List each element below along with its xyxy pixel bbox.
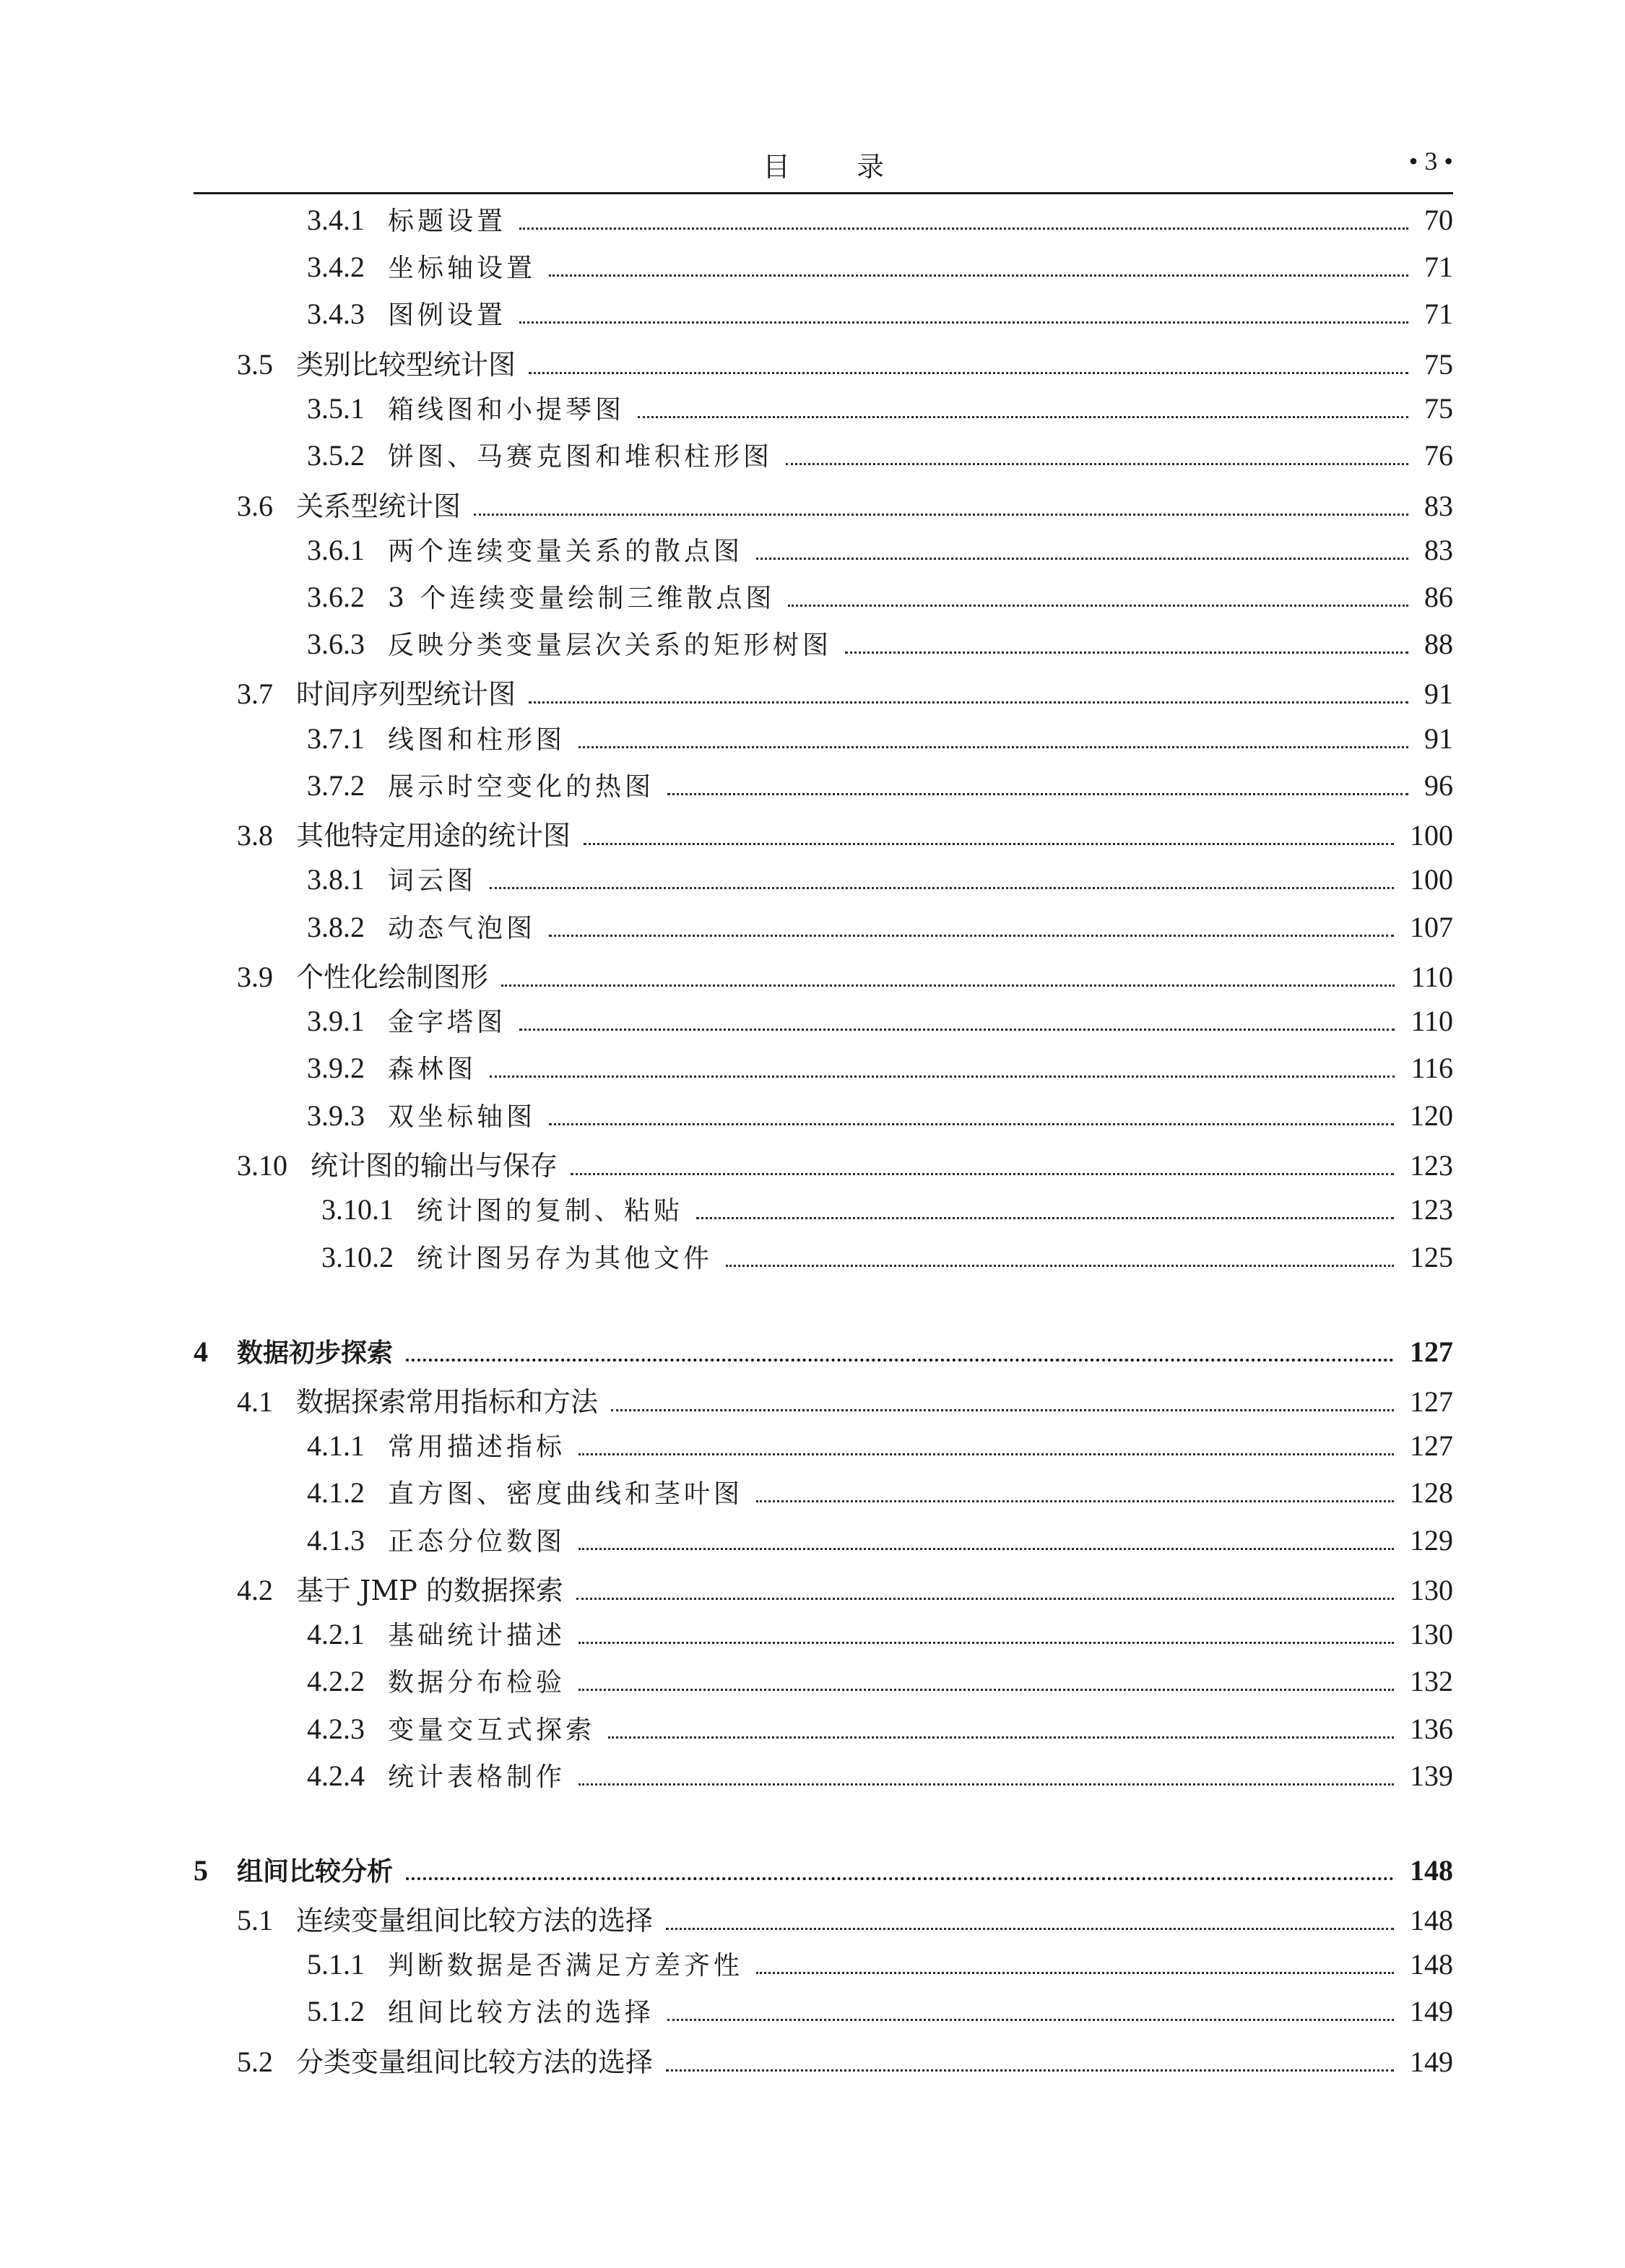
toc-entry-number: 3.8.1: [307, 863, 365, 896]
toc-entry-number: 3.5: [237, 348, 273, 381]
toc-entry-number: 5.1.1: [307, 1948, 365, 1981]
toc-entry-title: 图例设置: [388, 300, 507, 330]
toc-entry-page: 110: [1410, 1005, 1453, 1037]
toc-entry: [307, 389, 1453, 433]
dot-leader: [571, 1172, 1394, 1175]
toc-entry-title: 展示时空变化的热图: [388, 772, 655, 802]
toc-entry-title: 基础统计描述: [388, 1621, 566, 1650]
toc-entry-page: 127: [1410, 1336, 1453, 1368]
dot-leader: [638, 415, 1408, 418]
toc-entry-page: 110: [1410, 961, 1453, 993]
toc-entry-number: 3.9.3: [307, 1099, 365, 1132]
dot-leader: [578, 1783, 1394, 1786]
dot-leader: [406, 1358, 1394, 1362]
toc-entry: [307, 201, 1453, 244]
toc-entry-number: 4.2.4: [307, 1760, 365, 1792]
toc-entry-page: 120: [1410, 1099, 1453, 1132]
page-header: [194, 142, 1453, 194]
dot-leader: [696, 1216, 1394, 1219]
toc-entry: [321, 1190, 1453, 1234]
toc-entry-title: 森林图: [388, 1055, 477, 1084]
toc-entry: [237, 1143, 1453, 1187]
toc-entry-page: 149: [1410, 2046, 1453, 2078]
toc-entry-page: 139: [1410, 1760, 1453, 1792]
toc-entry-page: 71: [1424, 251, 1453, 283]
toc-entry-number: 4.1.2: [307, 1476, 365, 1509]
toc-entry-number: 4.2.3: [307, 1713, 365, 1745]
toc-entry-page: 132: [1410, 1665, 1453, 1697]
dot-leader: [549, 274, 1408, 277]
toc-entry-number: 3.8: [237, 819, 273, 852]
toc-entry-title: 数据初步探索: [237, 1338, 394, 1368]
toc-entry-title: 动态气泡图: [388, 914, 537, 943]
dot-leader: [666, 2069, 1394, 2072]
toc-entry-title: 组间比较方法的选择: [388, 1998, 655, 2027]
toc-entry: [307, 719, 1453, 763]
toc-entry-page: 75: [1424, 348, 1453, 381]
toc-entry: [307, 531, 1453, 574]
toc-entry: [307, 578, 1453, 621]
toc-entry-title: 数据分布检验: [388, 1668, 566, 1697]
dot-leader: [611, 1408, 1394, 1411]
dot-leader: [519, 321, 1408, 324]
toc-entry: [307, 1521, 1453, 1564]
toc-entry-page: 75: [1424, 392, 1453, 425]
toc-entry-title: 双坐标轴图: [388, 1102, 537, 1132]
toc-entry-page: 107: [1410, 911, 1453, 943]
toc-entry: [307, 248, 1453, 291]
toc-entry-page: 116: [1410, 1052, 1453, 1084]
toc-entry: [307, 908, 1453, 951]
dot-leader: [584, 842, 1394, 845]
toc-entry-page: 71: [1424, 298, 1453, 330]
toc-entry-number: 3.7: [237, 678, 273, 710]
toc-entry: [307, 1992, 1453, 2035]
toc-entry-number: 3.10.2: [321, 1241, 394, 1273]
toc-entry-number: 3.9.1: [307, 1005, 365, 1037]
toc-entry-number: 5.1: [237, 1904, 273, 1936]
toc-entry-title: 组间比较分析: [237, 1857, 394, 1887]
toc-entry: [307, 1757, 1453, 1800]
toc-entry: [307, 1945, 1453, 1988]
toc-entry-title: 基于 JMP 的数据探索: [296, 1575, 563, 1606]
toc-entry-title: 统计图的复制、粘贴: [417, 1196, 684, 1226]
toc-entry-title: 时间序列型统计图: [296, 678, 516, 710]
dot-leader: [490, 886, 1394, 889]
toc-entry-title: 词云图: [388, 866, 477, 896]
toc-entry: [307, 766, 1453, 810]
dot-leader: [519, 227, 1408, 230]
dot-leader: [608, 1736, 1394, 1739]
toc-entry: [237, 813, 1453, 857]
dot-leader: [667, 792, 1408, 795]
toc-entry-number: 5: [194, 1854, 208, 1887]
toc-entry-page: 123: [1410, 1149, 1453, 1182]
toc-entry-number: 3.6.1: [307, 534, 365, 566]
toc-entry: [237, 955, 1453, 998]
toc-entry-number: 4.1: [237, 1385, 273, 1418]
toc-entry-number: 3.6: [237, 490, 273, 522]
toc-entry-page: 148: [1410, 1904, 1453, 1936]
toc-entry-title: 变量交互式探索: [388, 1715, 596, 1745]
toc-entry: [307, 1096, 1453, 1140]
dot-leader: [529, 701, 1408, 704]
toc-entry-title: 其他特定用途的统计图: [296, 820, 571, 852]
toc-entry-number: 4.1.3: [307, 1524, 365, 1557]
dot-leader: [576, 1597, 1394, 1600]
toc-entry-page: 130: [1410, 1618, 1453, 1650]
toc-entry-title: 分类变量组间比较方法的选择: [296, 2046, 654, 2078]
dot-leader: [578, 1641, 1394, 1644]
toc-entry: [237, 1898, 1453, 1942]
toc-entry-title: 连续变量组间比较方法的选择: [296, 1905, 654, 1936]
toc-entry-title: 统计图另存为其他文件: [417, 1244, 714, 1273]
toc-entry-page: 70: [1424, 204, 1453, 236]
dot-leader: [786, 462, 1408, 465]
toc-entry: [307, 1662, 1453, 1705]
toc-entry: [194, 1851, 1453, 1895]
toc-entry-number: 3.9: [237, 961, 273, 993]
dot-leader: [667, 2018, 1394, 2021]
dot-leader: [666, 1927, 1394, 1930]
toc-entry-title: 两个连续变量关系的散点图: [388, 537, 744, 566]
toc-entry: [307, 436, 1453, 480]
dot-leader: [578, 745, 1408, 748]
toc-entry: [237, 484, 1453, 527]
toc-entry-page: 91: [1424, 722, 1453, 755]
toc-entry-number: 3.5.1: [307, 392, 365, 425]
toc-entry: [307, 1615, 1453, 1658]
toc-entry-number: 4.2: [237, 1574, 273, 1606]
dot-leader: [578, 1688, 1394, 1691]
toc-entry-page: 127: [1410, 1429, 1453, 1462]
toc-entry-title: 正态分位数图: [388, 1527, 566, 1557]
dot-leader: [578, 1547, 1394, 1550]
toc-entry-title: 金字塔图: [388, 1008, 507, 1037]
toc-entry-number: 4.2.2: [307, 1665, 365, 1697]
toc-entry-page: 91: [1424, 678, 1453, 710]
toc-entry-number: 5.1.2: [307, 1995, 365, 2027]
toc-entry: [307, 1002, 1453, 1045]
dot-leader: [756, 1499, 1394, 1502]
toc-entry-title: 坐标轴设置: [388, 254, 537, 283]
dot-leader: [549, 1122, 1394, 1125]
dot-leader: [756, 1971, 1394, 1974]
toc-entry-page: 129: [1410, 1524, 1453, 1557]
toc-entry: [307, 1049, 1453, 1092]
toc-entry-number: 3.10: [237, 1149, 287, 1182]
toc-entry-title: 线图和柱形图: [388, 725, 566, 755]
toc-entry-number: 3.4.2: [307, 251, 365, 283]
toc-entry: [307, 1473, 1453, 1517]
page-number: • 3 •: [1408, 147, 1453, 176]
toc-entry-title: 判断数据是否满足方差齐性: [388, 1951, 744, 1981]
toc-entry-title: 数据探索常用指标和方法: [296, 1386, 599, 1418]
toc-entry-number: 3.5.2: [307, 439, 365, 472]
toc-entry-number: 3.6.3: [307, 628, 365, 660]
toc-entry-title: 常用描述指标: [388, 1432, 566, 1462]
toc-entry-title: 直方图、密度曲线和茎叶图: [388, 1479, 744, 1509]
toc-entry-page: 76: [1424, 439, 1453, 472]
toc-entry: [307, 1427, 1453, 1470]
dot-leader: [529, 371, 1408, 374]
toc-entry: [237, 1568, 1453, 1611]
toc-entry-title: 反映分类变量层次关系的矩形树图: [388, 631, 833, 660]
toc-entry-number: 3.8.2: [307, 911, 365, 943]
toc-entry-number: 3.6.2: [307, 581, 365, 613]
toc-entry-title: 标题设置: [388, 207, 507, 236]
toc-entry: [194, 1333, 1453, 1376]
toc-entry-page: 96: [1424, 769, 1453, 802]
toc-entry-page: 128: [1410, 1476, 1453, 1509]
toc-entry-title: 饼图、马赛克图和堆积柱形图: [388, 442, 774, 472]
toc-entry-title: 统计图的输出与保存: [311, 1150, 558, 1182]
toc-entry-title: 类别比较型统计图: [296, 349, 516, 381]
toc-entry-title: 关系型统计图: [296, 490, 462, 522]
toc-entry-title: 个性化绘制图形: [296, 961, 489, 993]
toc-entry-number: 4.1.1: [307, 1429, 365, 1462]
toc-entry-number: 3.4.1: [307, 204, 365, 236]
dot-leader: [756, 557, 1408, 560]
toc-entry-page: 123: [1410, 1193, 1453, 1226]
toc-entry-number: 5.2: [237, 2046, 273, 2078]
toc-entry: [237, 2040, 1453, 2083]
toc-entry-page: 100: [1410, 863, 1453, 896]
toc-entry-page: 125: [1410, 1241, 1453, 1273]
toc-entry-page: 83: [1424, 534, 1453, 566]
dot-leader: [406, 1877, 1394, 1880]
dot-leader: [490, 1075, 1395, 1078]
toc-entry-page: 127: [1410, 1385, 1453, 1418]
dot-leader: [474, 513, 1408, 516]
toc-entry-page: 136: [1410, 1713, 1453, 1745]
toc-entry-page: 149: [1410, 1995, 1453, 2027]
dot-leader: [578, 1453, 1394, 1455]
toc-entry-number: 3.9.2: [307, 1052, 365, 1084]
dot-leader: [845, 651, 1408, 654]
dot-leader: [549, 934, 1394, 937]
toc-entry-title: 统计表格制作: [388, 1762, 566, 1792]
toc-entry: [307, 860, 1453, 904]
dot-leader: [788, 604, 1408, 607]
toc-entry: [307, 625, 1453, 668]
toc-entry: [237, 342, 1453, 386]
toc-entry: [307, 295, 1453, 338]
toc-entry-number: 3.7.1: [307, 722, 365, 755]
toc-entry-number: 3.10.1: [321, 1193, 394, 1226]
toc-entry-title: 3 个连续变量绘制三维散点图: [388, 584, 776, 613]
toc-entry-page: 86: [1424, 581, 1453, 613]
toc-entry-page: 88: [1424, 628, 1453, 660]
toc-entry-page: 83: [1424, 490, 1453, 522]
toc-entry: [237, 1380, 1453, 1423]
toc-entry-number: 4: [194, 1336, 208, 1368]
toc-entry: [321, 1238, 1453, 1281]
toc-entry-number: 3.4.3: [307, 298, 365, 330]
toc-entry-number: 4.2.1: [307, 1618, 365, 1650]
dot-leader: [726, 1264, 1394, 1267]
toc-entry-number: 3.7.2: [307, 769, 365, 802]
toc-entry-page: 148: [1410, 1948, 1453, 1981]
dot-leader: [501, 984, 1395, 987]
running-head-title: 目 录: [762, 151, 914, 183]
toc-entry-page: 148: [1410, 1854, 1453, 1887]
toc-entry-page: 100: [1410, 819, 1453, 852]
toc-entry-title: 箱线图和小提琴图: [388, 395, 625, 425]
toc-entry: [237, 672, 1453, 715]
dot-leader: [519, 1028, 1395, 1031]
toc-entry-page: 130: [1410, 1574, 1453, 1606]
toc-entry: [307, 1710, 1453, 1753]
